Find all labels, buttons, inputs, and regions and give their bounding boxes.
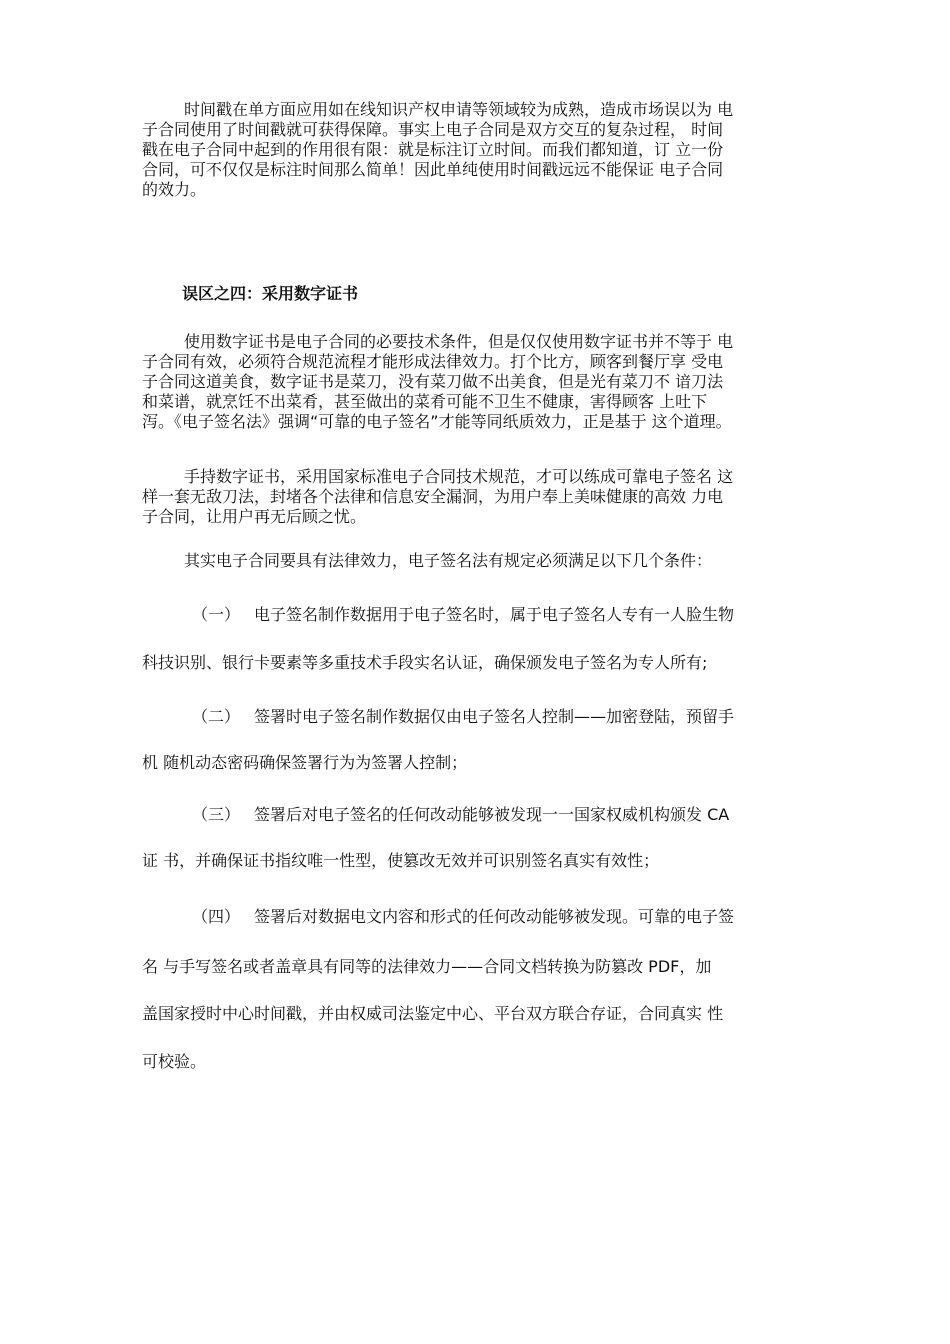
paragraph-line: 其实电子合同要具有法律效力，电子签名法有规定必须满足以下几个条件： (184, 551, 713, 570)
paragraph-digital-certificate (142, 332, 812, 432)
item-continuation: 可校验。 (142, 1052, 207, 1071)
item-label: （三） (192, 805, 241, 824)
condition-item-1 (192, 604, 734, 626)
paragraph-conditions-intro (142, 551, 812, 571)
condition-item-2 (192, 706, 734, 728)
paragraph-line: 泻。《电子签名法》强调“可靠的电子签名”才能等同纸质效力，正是基于 这个道理。 (142, 412, 732, 431)
condition-item-4 (192, 906, 734, 928)
item-label: （四） (192, 907, 241, 926)
item-text: 签署后对电子签名的任何改动能够被发现一一国家权威机构颁发 CA (254, 805, 730, 824)
item-text: 签署时电子签名制作数据仅由电子签名人控制——加密登陆，预留手 (254, 707, 735, 726)
item-label: （二） (192, 707, 241, 726)
item-text: 签署后对数据电文内容和形式的任何改动能够被发现。可靠的电子签 (254, 907, 735, 926)
item-continuation: 盖国家授时中心时间戳，并由权威司法鉴定中心、平台双方联合存证，合同真实 性 (142, 1004, 724, 1023)
paragraph-line: 子合同有效，必须符合规范流程才能形成法律效力。打个比方，顾客到餐厅享 受电 (142, 352, 724, 371)
paragraph-line: 和菜谱，就烹饪不出菜肴，甚至做出的菜肴可能不卫生不健康，害得顾客 上吐下 (142, 392, 708, 411)
item-continuation: 证 书，并确保证书指纹唯一性型，使篡改无效并可识别签名真实有效性； (142, 851, 660, 870)
paragraph-line: 子合同使用了时间戳就可获得保障。事实上电子合同是双方交互的复杂过程， 时间 (142, 120, 724, 139)
paragraph-line: 时间戳在单方面应用如在线知识产权申请等领域较为成熟，造成市场误以为 电 (184, 100, 734, 119)
paragraph-timestamp (142, 100, 812, 200)
item-text: 电子签名制作数据用于电子签名时，属于电子签名人专有一人脸生物 (254, 605, 735, 624)
paragraph-certificate-usage (142, 467, 812, 527)
item-label: （一） (192, 605, 241, 624)
item-continuation: 名 与手写签名或者盖章具有同等的法律效力——合同文档转换为防篡改 PDF，加 (142, 957, 712, 976)
paragraph-line: 合同，可不仅仅是标注时间那么简单！因此单纯使用时间戳远远不能保证 电子合同 (142, 160, 724, 179)
paragraph-line: 的效力。 (142, 180, 207, 199)
condition-item-3 (192, 804, 729, 826)
paragraph-line: 子合同，让用户再无后顾之忧。 (142, 507, 367, 526)
paragraph-line: 样一套无敌刀法，封堵各个法律和信息安全漏洞，为用户奉上美味健康的高效 力电 (142, 487, 724, 506)
item-continuation: 科技识别、银行卡要素等多重技术手段实名认证，确保颁发电子签名为专人所有; (142, 653, 708, 672)
section-heading: 误区之四：采用数字证书 (182, 284, 359, 303)
paragraph-line: 子合同这道美食，数字证书是菜刀，没有菜刀做不出美食，但是光有菜刀不 谙刀法 (142, 372, 724, 391)
paragraph-line: 手持数字证书，采用国家标准电子合同技术规范，才可以练成可靠电子签名 这 (184, 467, 734, 486)
paragraph-line: 戳在电子合同中起到的作用很有限：就是标注订立时间。而我们都知道，订 立一份 (142, 140, 724, 159)
paragraph-line: 使用数字证书是电子合同的必要技术条件，但是仅仅使用数字证书并不等于 电 (184, 332, 734, 351)
item-continuation: 机 随机动态密码确保签署行为为签署人控制； (142, 753, 468, 772)
